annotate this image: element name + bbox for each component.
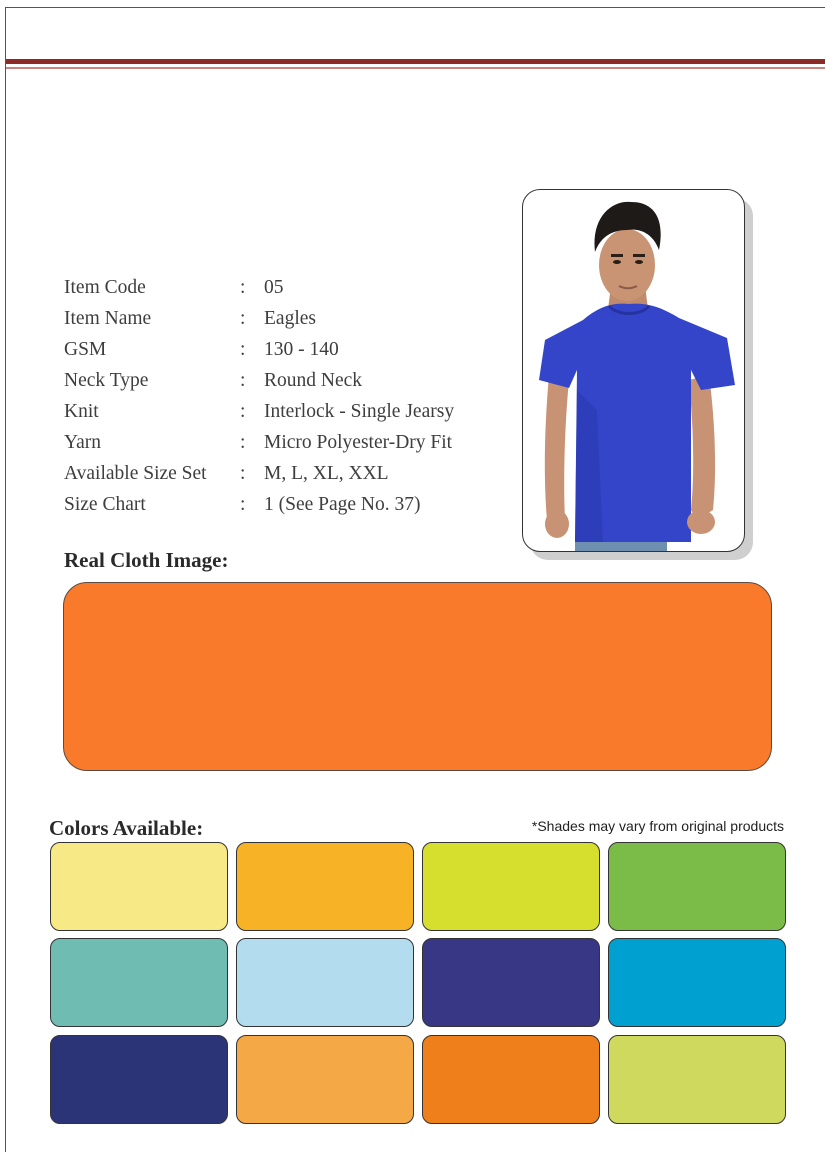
spec-separator: :	[240, 338, 246, 360]
color-swatch	[236, 1035, 414, 1124]
spec-value: Round Neck	[264, 369, 363, 391]
spec-row-neck-type	[64, 365, 454, 396]
spec-label: Size Chart	[64, 493, 146, 515]
real-cloth-swatch	[63, 582, 772, 771]
spec-label: Available Size Set	[64, 462, 207, 484]
color-swatch	[422, 1035, 600, 1124]
spec-list	[64, 272, 454, 520]
color-swatch	[422, 842, 600, 931]
spec-value: Interlock - Single Jearsy	[264, 400, 455, 422]
spec-separator: :	[240, 431, 246, 453]
spec-label: Neck Type	[64, 369, 149, 391]
color-swatch	[50, 938, 228, 1027]
spec-label: GSM	[64, 338, 107, 360]
spec-row-knit	[64, 396, 454, 427]
spec-value: Eagles	[264, 307, 316, 329]
spec-label: Item Code	[64, 276, 146, 298]
spec-separator: :	[240, 307, 246, 329]
spec-separator: :	[240, 493, 246, 515]
spec-value: 130 - 140	[264, 338, 339, 360]
color-swatch	[608, 842, 786, 931]
spec-separator: :	[240, 276, 246, 298]
product-photo	[522, 189, 745, 552]
spec-separator: :	[240, 462, 246, 484]
color-swatch	[422, 938, 600, 1027]
spec-row-item-name	[64, 303, 454, 334]
color-swatch	[608, 938, 786, 1027]
spec-row-item-code	[64, 272, 454, 303]
spec-label: Yarn	[64, 431, 102, 453]
spec-value: 05	[264, 276, 284, 298]
spec-label: Item Name	[64, 307, 152, 329]
color-swatch	[50, 1035, 228, 1124]
header-rule	[6, 59, 825, 64]
spec-label: Knit	[64, 400, 99, 422]
spec-row-size-set	[64, 458, 454, 489]
spec-row-gsm	[64, 334, 454, 365]
spec-separator: :	[240, 400, 246, 422]
spec-row-size-chart	[64, 489, 454, 520]
spec-value: M, L, XL, XXL	[264, 462, 389, 484]
real-cloth-heading: Real Cloth Image:	[64, 548, 229, 572]
spec-value: Micro Polyester-Dry Fit	[264, 431, 453, 453]
header-rule-thin	[6, 67, 825, 69]
color-swatch	[236, 842, 414, 931]
colors-available-heading: Colors Available:	[49, 816, 204, 840]
spec-value: 1 (See Page No. 37)	[264, 493, 421, 515]
color-swatch	[236, 938, 414, 1027]
spec-separator: :	[240, 369, 246, 391]
shade-disclaimer: *Shades may vary from original products	[531, 818, 784, 834]
color-swatch	[50, 842, 228, 931]
spec-row-yarn	[64, 427, 454, 458]
color-swatch	[608, 1035, 786, 1124]
model-illustration	[523, 190, 745, 552]
